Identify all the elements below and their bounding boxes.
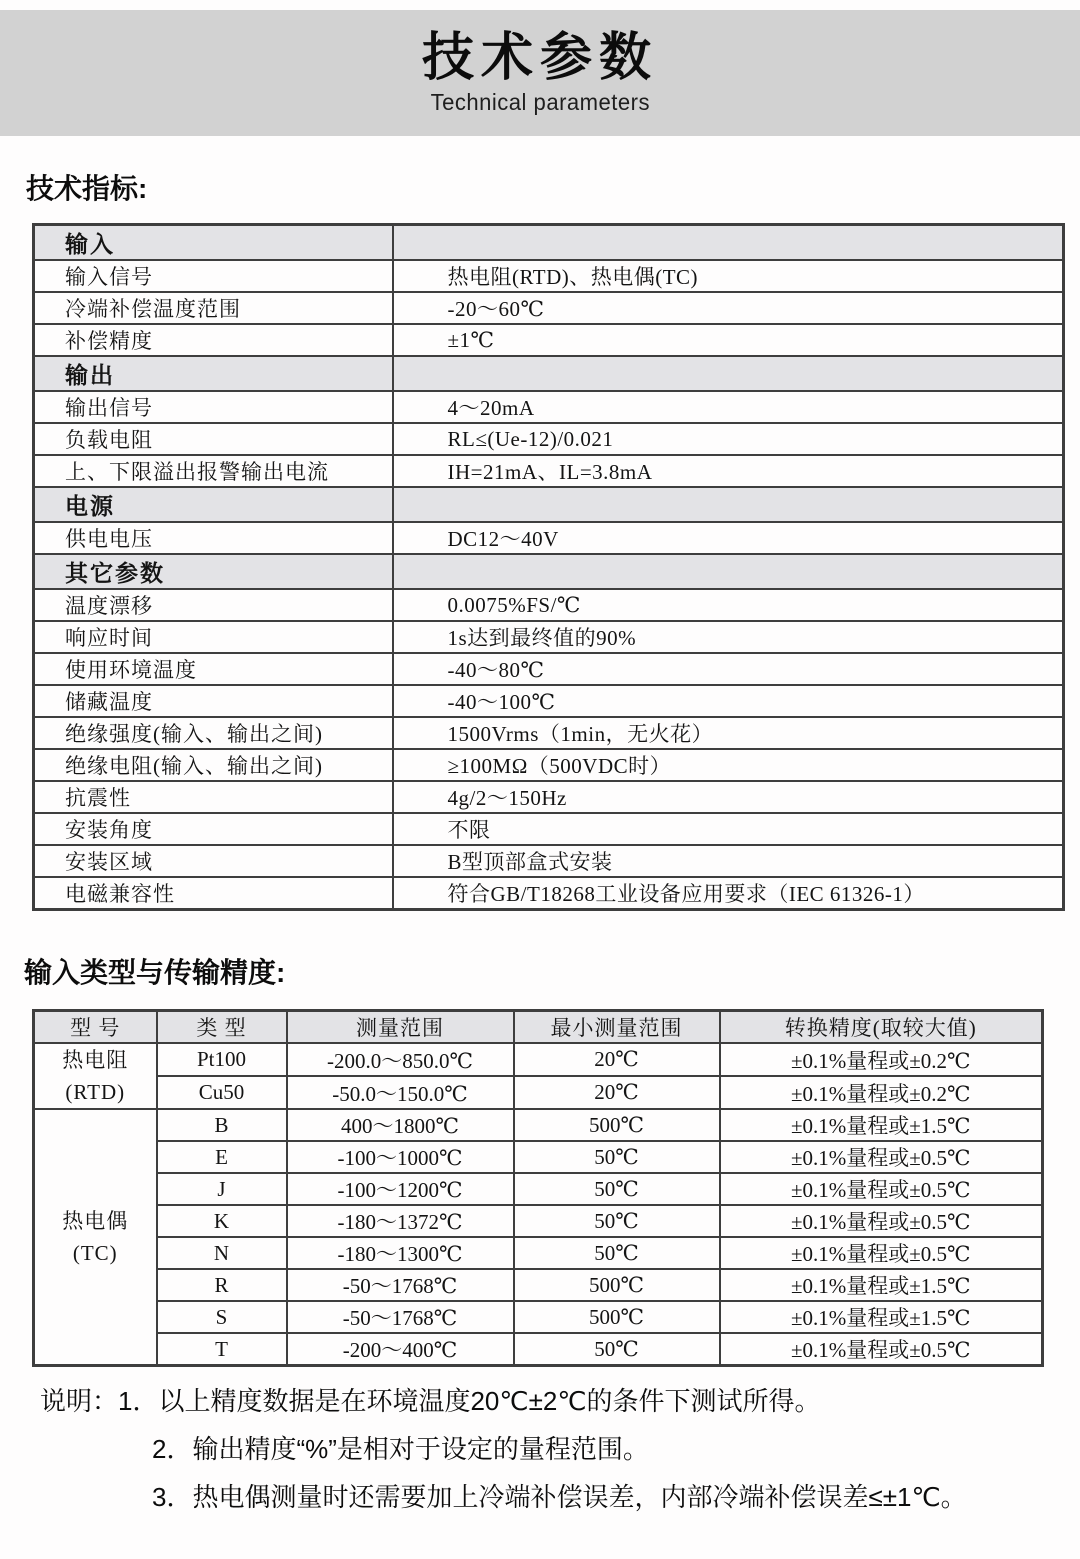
spec-row	[34, 781, 1064, 813]
spec-label: 抗震性	[34, 781, 393, 813]
range-cell: -200.0～850.0℃	[287, 1043, 514, 1076]
spec-label: 输入信号	[34, 260, 393, 292]
model-code: (TC)	[72, 1241, 118, 1265]
spec-label: 绝缘强度(输入、输出之间)	[34, 717, 393, 749]
spec-value: 0.0075%FS/℃	[393, 589, 1064, 621]
accuracy-row	[34, 1173, 1043, 1205]
spec-value: 热电阻(RTD)、热电偶(TC)	[393, 260, 1064, 292]
spec-value: 1500Vrms（1min，无火花）	[393, 717, 1064, 749]
accuracy-cell: ±0.1%量程或±0.5℃	[720, 1141, 1043, 1173]
accuracy-cell: ±0.1%量程或±1.5℃	[720, 1109, 1043, 1141]
spec-row	[34, 423, 1064, 455]
spec-section-label: 其它参数	[34, 554, 393, 589]
spec-label: 安装区域	[34, 845, 393, 877]
spec-section-value	[393, 487, 1064, 522]
range-cell: -50～1768℃	[287, 1301, 514, 1333]
page-subtitle: Technical parameters	[430, 88, 650, 115]
page	[0, 10, 1080, 1521]
model-name: 热电阻	[62, 1048, 129, 1072]
type-cell: N	[157, 1237, 287, 1269]
model-cell-tc	[34, 1109, 157, 1366]
min-range-cell: 500℃	[514, 1269, 720, 1301]
spec-section-label: 电源	[34, 487, 393, 522]
accuracy-cell: ±0.1%量程或±1.5℃	[720, 1269, 1043, 1301]
spec-value: 符合GB/T18268工业设备应用要求（IEC 61326-1）	[393, 877, 1064, 910]
accuracy-cell: ±0.1%量程或±0.5℃	[720, 1237, 1043, 1269]
accuracy-table	[32, 1009, 1044, 1367]
spec-value: DC12～40V	[393, 522, 1064, 554]
spec-section-value	[393, 225, 1064, 261]
spec-section-row	[34, 487, 1064, 522]
spec-row	[34, 653, 1064, 685]
spec-value: -40～100℃	[393, 685, 1064, 717]
spec-value: RL≤(Ue-12)/0.021	[393, 423, 1064, 455]
spec-value: ±1℃	[393, 324, 1064, 356]
accuracy-cell: ±0.1%量程或±0.5℃	[720, 1173, 1043, 1205]
spec-row	[34, 391, 1064, 423]
accuracy-row	[34, 1205, 1043, 1237]
min-range-cell: 500℃	[514, 1301, 720, 1333]
spec-value: IH=21mA、IL=3.8mA	[393, 455, 1064, 487]
spec-value: ≥100MΩ（500VDC时）	[393, 749, 1064, 781]
accuracy-row	[34, 1301, 1043, 1333]
spec-table	[32, 223, 1065, 911]
accuracy-cell: ±0.1%量程或±1.5℃	[720, 1301, 1043, 1333]
spec-label: 电磁兼容性	[34, 877, 393, 910]
spec-label: 冷端补偿温度范围	[34, 292, 393, 324]
range-cell: -100～1000℃	[287, 1141, 514, 1173]
spec-row	[34, 717, 1064, 749]
header-min-range: 最小测量范围	[514, 1011, 720, 1044]
accuracy-header-row	[34, 1011, 1043, 1044]
note-line-1	[40, 1377, 1080, 1425]
accuracy-row	[34, 1333, 1043, 1366]
notes	[40, 1377, 1080, 1521]
range-cell: -180～1372℃	[287, 1205, 514, 1237]
type-cell: K	[157, 1205, 287, 1237]
spec-value: -40～80℃	[393, 653, 1064, 685]
spec-section-label: 输入	[34, 225, 393, 261]
spec-row	[34, 292, 1064, 324]
notes-label: 说明：	[40, 1386, 119, 1416]
spec-section-row	[34, 554, 1064, 589]
spec-label: 使用环境温度	[34, 653, 393, 685]
type-cell: Cu50	[157, 1076, 287, 1109]
accuracy-row	[34, 1076, 1043, 1109]
spec-value: B型顶部盒式安装	[393, 845, 1064, 877]
spec-label: 输出信号	[34, 391, 393, 423]
type-cell: R	[157, 1269, 287, 1301]
spec-section-row	[34, 225, 1064, 261]
min-range-cell: 50℃	[514, 1237, 720, 1269]
accuracy-row	[34, 1109, 1043, 1141]
header-type: 类 型	[157, 1011, 287, 1044]
note-line-3: 3．热电偶测量时还需要加上冷端补偿误差，内部冷端补偿误差≤±1℃。	[152, 1482, 967, 1512]
header-range: 测量范围	[287, 1011, 514, 1044]
type-cell: Pt100	[157, 1043, 287, 1076]
min-range-cell: 20℃	[514, 1076, 720, 1109]
spec-row	[34, 522, 1064, 554]
min-range-cell: 500℃	[514, 1109, 720, 1141]
type-cell: E	[157, 1141, 287, 1173]
type-cell: T	[157, 1333, 287, 1366]
min-range-cell: 50℃	[514, 1173, 720, 1205]
spec-row	[34, 455, 1064, 487]
range-cell: -200～400℃	[287, 1333, 514, 1366]
min-range-cell: 50℃	[514, 1141, 720, 1173]
model-name: 热电偶	[62, 1209, 129, 1233]
spec-row	[34, 621, 1064, 653]
spec-value: 4g/2～150Hz	[393, 781, 1064, 813]
accuracy-row	[34, 1043, 1043, 1076]
type-cell: S	[157, 1301, 287, 1333]
spec-row	[34, 589, 1064, 621]
accuracy-row	[34, 1269, 1043, 1301]
spec-label: 负载电阻	[34, 423, 393, 455]
min-range-cell: 20℃	[514, 1043, 720, 1076]
range-cell: -50～1768℃	[287, 1269, 514, 1301]
spec-section-label: 输出	[34, 356, 393, 391]
accuracy-cell: ±0.1%量程或±0.5℃	[720, 1333, 1043, 1366]
type-cell: B	[157, 1109, 287, 1141]
model-cell-rtd	[34, 1043, 157, 1109]
accuracy-cell: ±0.1%量程或±0.2℃	[720, 1076, 1043, 1109]
title-band	[0, 10, 1080, 136]
note-text: 1．以上精度数据是在环境温度20℃±2℃的条件下测试所得。	[118, 1386, 821, 1416]
accuracy-cell: ±0.1%量程或±0.5℃	[720, 1205, 1043, 1237]
header-accuracy: 转换精度(取较大值)	[720, 1011, 1043, 1044]
spec-row	[34, 845, 1064, 877]
spec-label: 储藏温度	[34, 685, 393, 717]
range-cell: -50.0～150.0℃	[287, 1076, 514, 1109]
spec-row	[34, 877, 1064, 910]
note-line-2: 2．输出精度“%”是相对于设定的量程范围。	[152, 1434, 649, 1464]
spec-label: 温度漂移	[34, 589, 393, 621]
spec-value: 不限	[393, 813, 1064, 845]
spec-row	[34, 749, 1064, 781]
range-cell: 400～1800℃	[287, 1109, 514, 1141]
accuracy-row	[34, 1141, 1043, 1173]
spec-value: -20～60℃	[393, 292, 1064, 324]
spec-label: 供电电压	[34, 522, 393, 554]
spec-label: 绝缘电阻(输入、输出之间)	[34, 749, 393, 781]
min-range-cell: 50℃	[514, 1205, 720, 1237]
section-heading-accuracy: 输入类型与传输精度:	[24, 957, 286, 988]
accuracy-row	[34, 1237, 1043, 1269]
spec-section-value	[393, 554, 1064, 589]
spec-label: 响应时间	[34, 621, 393, 653]
spec-row	[34, 324, 1064, 356]
model-code: (RTD)	[65, 1080, 126, 1104]
range-cell: -100～1200℃	[287, 1173, 514, 1205]
spec-value: 4～20mA	[393, 391, 1064, 423]
spec-row	[34, 813, 1064, 845]
spec-label: 上、下限溢出报警输出电流	[34, 455, 393, 487]
accuracy-cell: ±0.1%量程或±0.2℃	[720, 1043, 1043, 1076]
spec-label: 补偿精度	[34, 324, 393, 356]
header-model: 型 号	[34, 1011, 157, 1044]
page-title: 技术参数	[421, 29, 658, 88]
spec-row	[34, 685, 1064, 717]
range-cell: -180～1300℃	[287, 1237, 514, 1269]
section-heading-specs: 技术指标:	[26, 173, 148, 204]
min-range-cell: 50℃	[514, 1333, 720, 1366]
type-cell: J	[157, 1173, 287, 1205]
spec-section-row	[34, 356, 1064, 391]
spec-row	[34, 260, 1064, 292]
spec-value: 1s达到最终值的90%	[393, 621, 1064, 653]
spec-section-value	[393, 356, 1064, 391]
spec-label: 安装角度	[34, 813, 393, 845]
